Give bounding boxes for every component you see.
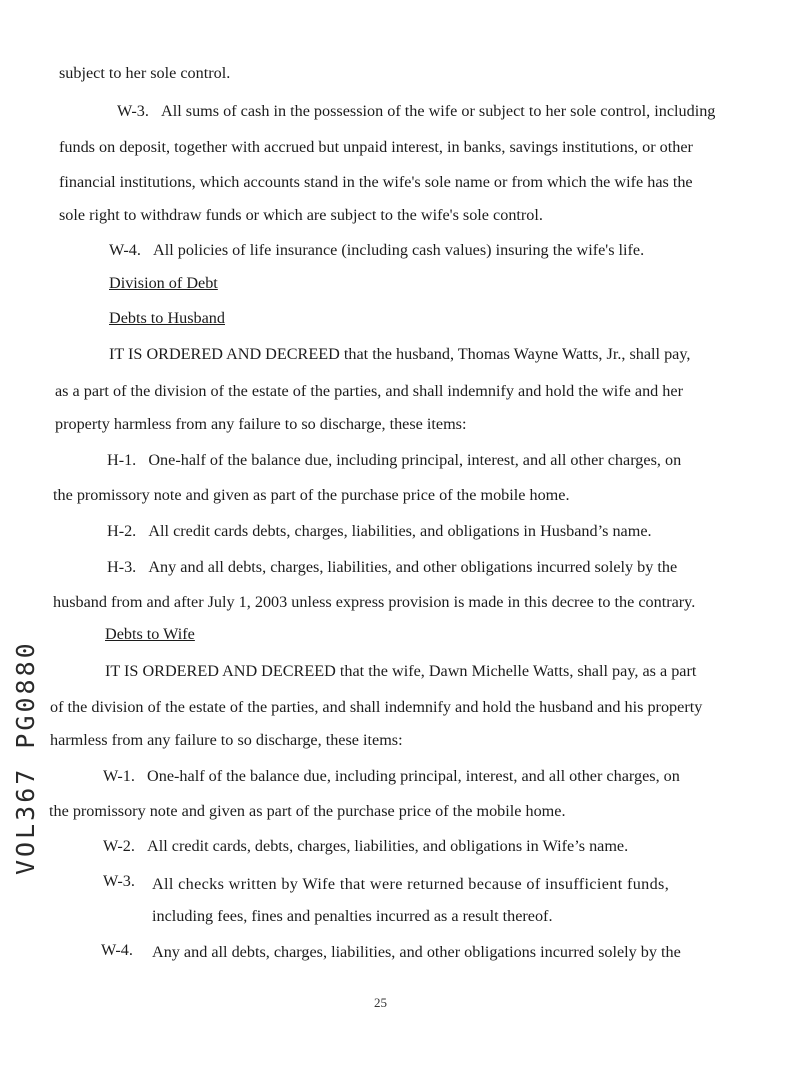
text-line: including fees, fines and penalties incurred as a result thereof. <box>152 907 553 925</box>
text-line: H-3. Any and all debts, charges, liabilities, and other obligations incurred solely by the <box>107 558 678 576</box>
text-line: IT IS ORDERED AND DECREED that the wife, Dawn Michelle Watts, shall pay, as a part <box>105 662 697 680</box>
item-label: W-4. <box>101 941 133 959</box>
text-line: the promissory note and given as part of the purchase price of the mobile home. <box>49 802 566 820</box>
text-line: property harmless from any failure to so discharge, these items: <box>55 415 467 433</box>
text-line: W-4. All policies of life insurance (including cash values) insuring the wife's life. <box>109 241 645 259</box>
text-line: H-2. All credit cards debts, charges, liabilities, and obligations in Husband’s name. <box>107 522 652 540</box>
text-line: the promissory note and given as part of the purchase price of the mobile home. <box>53 486 570 504</box>
text-line: IT IS ORDERED AND DECREED that the husband, Thomas Wayne Watts, Jr., shall pay, <box>109 345 691 363</box>
text-line: W-3. All sums of cash in the possession of the wife or subject to her sole control, including <box>117 102 716 120</box>
text-line: of the division of the estate of the parties, and shall indemnify and hold the husband and his property <box>50 698 703 716</box>
page-number: 25 <box>374 995 387 1010</box>
text-line: W-1. One-half of the balance due, including principal, interest, and all other charges, on <box>103 767 680 785</box>
text-line: harmless from any failure to so discharge, these items: <box>50 731 403 749</box>
text-line: financial institutions, which accounts stand in the wife's sole name or from which the wife has the <box>59 173 693 191</box>
text-line: Any and all debts, charges, liabilities, and other obligations incurred solely by the <box>152 943 681 961</box>
subsection-heading: Debts to Husband <box>109 309 225 327</box>
text-line: sole right to withdraw funds or which are subject to the wife's sole control. <box>59 206 543 224</box>
text-line: as a part of the division of the estate of the parties, and shall indemnify and hold the wife and her <box>55 382 683 400</box>
text-line: subject to her sole control. <box>59 64 231 82</box>
text-line: H-1. One-half of the balance due, including principal, interest, and all other charges, on <box>107 451 682 469</box>
volume-page-stamp: VOL367 PG0880 <box>11 640 40 875</box>
section-heading: Division of Debt <box>109 274 218 292</box>
text-line: husband from and after July 1, 2003 unless express provision is made in this decree to the contrary. <box>53 593 696 611</box>
text-line: funds on deposit, together with accrued but unpaid interest, in banks, savings institutions, or other <box>59 138 693 156</box>
text-line: All checks written by Wife that were returned because of insufficient funds, <box>152 875 670 893</box>
subsection-heading: Debts to Wife <box>105 625 195 643</box>
item-label: W-3. <box>103 872 135 890</box>
text-line: W-2. All credit cards, debts, charges, liabilities, and obligations in Wife’s name. <box>103 837 629 855</box>
